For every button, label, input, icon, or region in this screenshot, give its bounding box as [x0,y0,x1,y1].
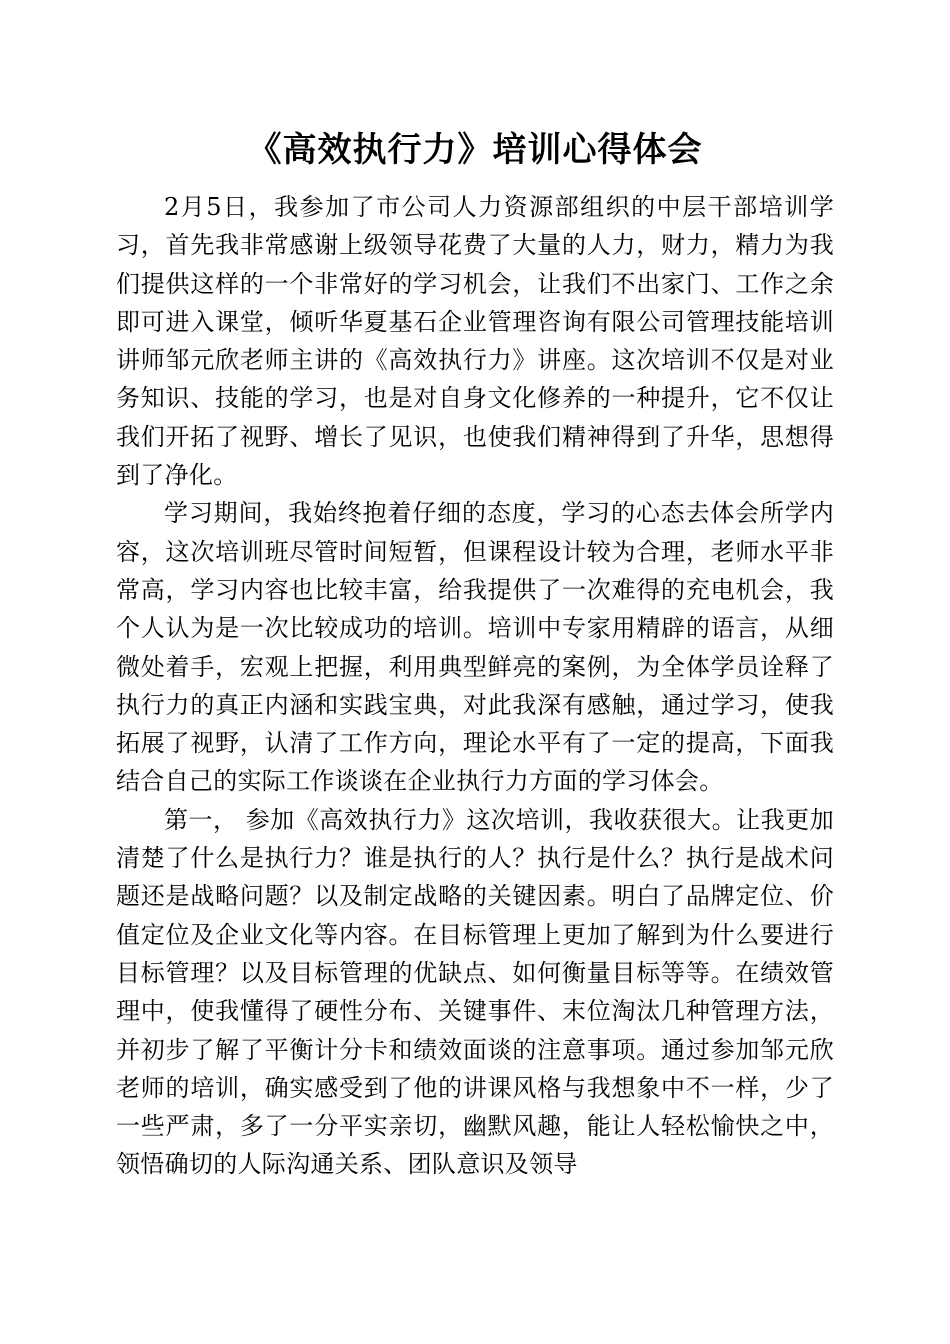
paragraph-1: 2月5日，我参加了市公司人力资源部组织的中层干部培训学习，首先我非常感谢上级领导花费了大量的人力，财力，精力为我们提供这样的一个非常好的学习机会，让我们不出家门、工作之余即可进入课堂，倾听华夏基石企业管理咨询有限公司管理技能培训讲师邹元欣老师主讲的《高效执行力》讲座。这次培训不仅是对业务知识、技能的学习，也是对自身文化修养的一种提升，它不仅让我们开拓了视野、增长了见识，也使我们精神得到了升华，思想得到了净化。 [116,193,834,490]
document-page [116,126,834,1184]
document-title: 《高效执行力》培训心得体会 [247,130,703,170]
paragraph-3: 第一， 参加《高效执行力》这次培训，我收获很大。让我更加清楚了什么是执行力？谁是执行的人？执行是什么？执行是战术问题还是战略问题？以及制定战略的关键因素。明白了品牌定位、价值定位及企业文化等内容。在目标管理上更加了解到为什么要进行目标管理？以及目标管理的优缺点、如何衡量目标等等。在绩效管理中，使我懂得了硬性分布、关键事件、末位淘汰几种管理方法，并初步了解了平衡计分卡和绩效面谈的注意事项。通过参加邹元欣老师的培训，确实感受到了他的讲课风格与我想象中不一样，少了一些严肃，多了一分平实亲切，幽默风趣，能让人轻松愉快之中，领悟确切的人际沟通关系、团队意识及领导 [116,805,834,1179]
paragraph-2: 学习期间，我始终抱着仔细的态度，学习的心态去体会所学内容，这次培训班尽管时间短暂，但课程设计较为合理，老师水平非常高，学习内容也比较丰富，给我提供了一次难得的充电机会，我个人认为是一次比较成功的培训。培训中专家用精辟的语言，从细微处着手，宏观上把握，利用典型鲜亮的案例，为全体学员诠释了执行力的真正内涵和实践宝典，对此我深有感触，通过学习，使我拓展了视野，认清了工作方向，理论水平有了一定的提高，下面我结合自己的实际工作谈谈在企业执行力方面的学习体会。 [116,499,834,796]
